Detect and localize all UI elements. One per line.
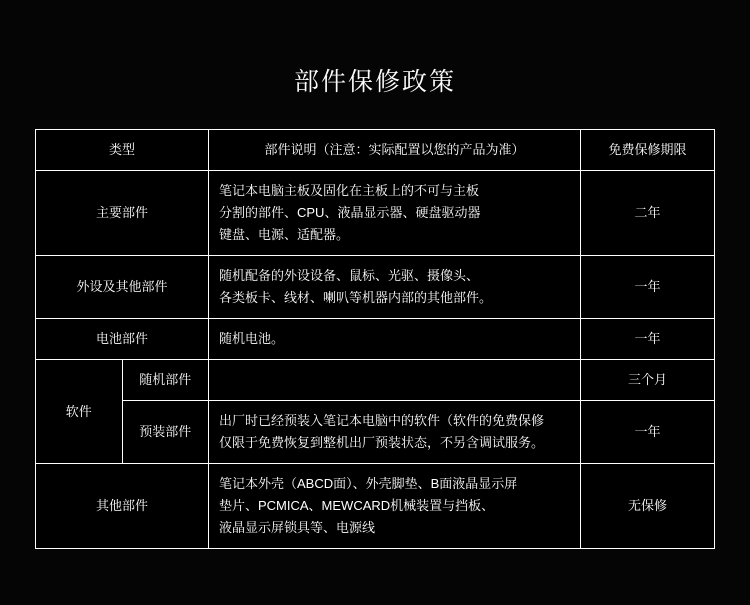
cell-subtype: 随机部件 [122,360,209,401]
description-line: 液晶显示屏锁具等、电源线 [219,520,376,535]
cell-term: 二年 [581,171,715,256]
cell-description [209,360,581,401]
cell-type: 主要部件 [36,171,209,256]
cell-type: 其他部件 [36,464,209,549]
cell-description [209,401,581,464]
cell-description [209,464,581,549]
description-line: 各类板卡、线材、喇叭等机器内部的其他部件。 [219,290,493,305]
header-cell-description: 部件说明（注意：实际配置以您的产品为准） [209,130,581,171]
description-line: 笔记本外壳（ABCD面）、外壳脚垫、B面液晶显示屏 [219,476,518,491]
description-line: 随机电池。 [219,331,285,346]
cell-type: 外设及其他部件 [36,256,209,319]
table-row [36,256,715,319]
header-cell-type: 类型 [36,130,209,171]
description-line: 垫片、PCMICA、MEWCARD机械装置与挡板、 [219,498,495,513]
description-line: 出厂时已经预装入笔记本电脑中的软件（软件的免费保修 [219,413,545,428]
table-header-row [36,130,715,171]
description-line: 仅限于免费恢复到整机出厂预装状态，不另含调试服务。 [219,435,545,450]
description-line: 分割的部件、CPU、液晶显示器、硬盘驱动器 [219,205,481,220]
description-line: 随机配备的外设设备、鼠标、光驱、摄像头、 [219,268,480,283]
table-row [36,464,715,549]
cell-description [209,256,581,319]
cell-type: 电池部件 [36,319,209,360]
description-line: 键盘、电源、适配器。 [219,227,350,242]
cell-term: 无保修 [581,464,715,549]
cell-term: 三个月 [581,360,715,401]
cell-subtype: 预装部件 [122,401,209,464]
table-row [36,401,715,464]
cell-term: 一年 [581,256,715,319]
cell-term: 一年 [581,319,715,360]
table-row [36,319,715,360]
table-row [36,360,715,401]
table-row [36,171,715,256]
warranty-table [35,129,715,549]
cell-term: 一年 [581,401,715,464]
warranty-table-container [35,129,715,549]
description-line: 笔记本电脑主板及固化在主板上的不可与主板 [219,183,480,198]
cell-description [209,171,581,256]
page-title: 部件保修政策 [293,68,456,96]
header-cell-term: 免费保修期限 [581,130,715,171]
cell-type-software: 软件 [36,360,123,464]
cell-description [209,319,581,360]
